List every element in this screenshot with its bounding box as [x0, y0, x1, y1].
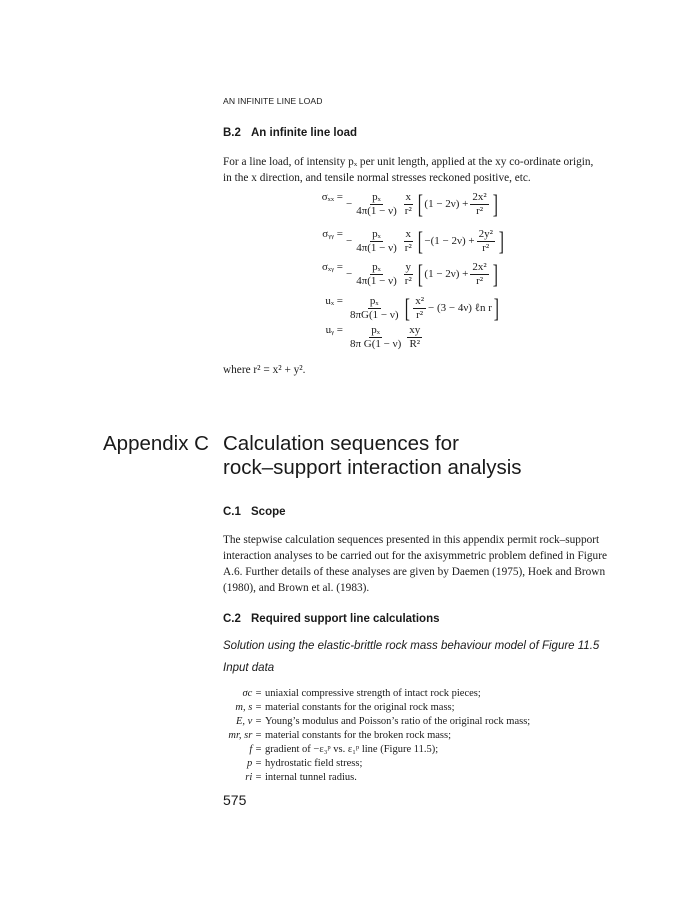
- text-line: A.6. Further details of these analyses are given by Daemen (1975), Hoek and Brown: [223, 566, 606, 578]
- text-line: The stepwise calculation sequences presented in this appendix permit rock–support: [223, 534, 600, 546]
- section-number: B.2: [223, 127, 241, 139]
- running-head: AN INFINITE LINE LOAD: [223, 96, 323, 106]
- text-line: interaction analyses to be carried out for the axisymmetric problem defined in Figure: [223, 550, 607, 562]
- definition-row: σc = uniaxial compressive strength of intact rock pieces;: [242, 688, 481, 699]
- section-b2-intro: [223, 154, 618, 186]
- definition-row: f = gradient of −ε₃ᵖ vs. ε₁ᵖ line (Figure 11.5);: [249, 744, 439, 755]
- where-line: where r² = x² + y².: [223, 364, 306, 376]
- equation-lhs: σₓₓ =: [321, 191, 343, 203]
- model-subheading: Solution using the elastic-brittle rock mass behaviour model of Figure 11.5: [223, 640, 600, 652]
- section-b2-heading: [223, 127, 357, 139]
- appendix-title-line: rock–support interaction analysis: [223, 456, 522, 479]
- section-c1-paragraph: [223, 532, 623, 596]
- appendix-title: [223, 432, 623, 480]
- input-data-subheading: Input data: [223, 662, 275, 674]
- text-line: in the x direction, and tensile normal stresses reckoned positive, etc.: [223, 172, 531, 184]
- appendix-title-line: Calculation sequences for: [223, 432, 459, 455]
- text-line: For a line load, of intensity pₓ per unit length, applied at the xy co-ordinate origin,: [223, 156, 594, 168]
- equation-lhs: σₓᵧ =: [322, 261, 343, 273]
- definition-row: ri = internal tunnel radius.: [245, 772, 357, 783]
- definition-row: mr, sr = material constants for the broken rock mass;: [228, 730, 452, 741]
- text-line: (1980), and Brown et al. (1983).: [223, 582, 370, 594]
- equation-lhs: σᵧᵧ =: [322, 228, 343, 240]
- equation-sigma-yy: σᵧᵧ = − $\frac{\text{pₓ}}{4\pi(1 - \nu)}$ $\frac{x}{\text{r²}}$ [ −(1 − 2ν) + $\frac{\text{2y²}}{\text{r²}}$ ]: [322, 226, 504, 256]
- section-title: An infinite line load: [251, 127, 358, 139]
- section-title: Scope: [251, 506, 286, 518]
- appendix-label: Appendix C: [103, 432, 209, 455]
- equation-lhs: uᵧ =: [325, 324, 343, 336]
- equation-uy: uᵧ = $\frac{\text{pₓ}}{\text{8π G(1 − ν)}}$ $\frac{xy}{\text{R²}}$: [325, 324, 421, 350]
- equation-ux: uₓ = $\frac{\text{pₓ}}{8\pi G(1 - \nu)}$ [ $\frac{\text{x²}}{\text{r²}}$ − (3 − 4ν) ℓn r]: [325, 293, 499, 323]
- definition-row: E, ν = Young’s modulus and Poisson’s ratio of the original rock mass;: [235, 716, 531, 727]
- definition-row: m, s = material constants for the original rock mass;: [235, 702, 455, 713]
- equation-sigma-xx: σₓₓ = − $\frac{\text{pₓ}}{4\pi(1 - \nu)}$ $\frac{x}{\text{r²}}$ [ (1 − 2ν) + $\frac{\text{2x²}}{\text{r²}}$ ]: [321, 189, 498, 219]
- definition-row: p = hydrostatic field stress;: [247, 758, 363, 769]
- section-number: C.1: [223, 506, 241, 518]
- page-number: 575: [223, 792, 247, 808]
- section-title: Required support line calculations: [251, 613, 440, 625]
- equation-sigma-xy: σₓᵧ = − $\frac{\text{pₓ}}{4\pi(1 - \nu)}$ $\frac{y}{\text{r²}}$ [ (1 − 2ν) + $\frac{\text{2x²}}{\text{r²}}$ ]: [322, 259, 498, 289]
- equation-lhs: uₓ =: [325, 295, 343, 307]
- section-number: C.2: [223, 613, 241, 625]
- section-c1-heading: [223, 506, 286, 518]
- section-c2-heading: [223, 613, 440, 625]
